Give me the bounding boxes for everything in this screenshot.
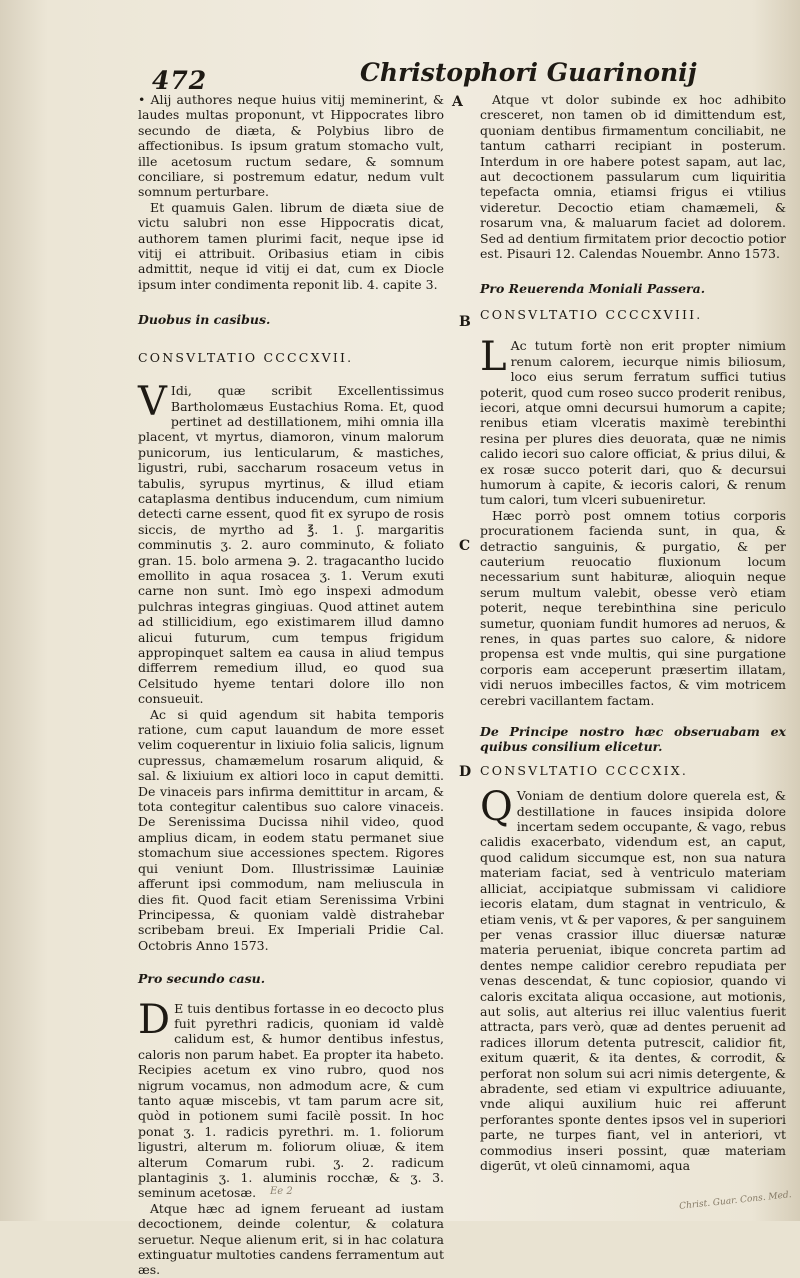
consultatio-417-title: CONSVLTATIO CCCCXVII. — [138, 349, 354, 365]
margin-letter-d: D — [459, 764, 472, 780]
section-heading-duobus: Duobus in casibus. — [138, 312, 271, 328]
consultatio-419-text-1: Voniam de dentium dolore querela est, & destillatione in fauces insipida dolore incertam sedem occupante, & vago, rebus calidis exacerbato, videndum est, an caput, quod calidum siccumque est, non sua natura materiam faciat, sed à ventriculo materiam alliciat, accipiatque submissam vi calidiore iecoris elatam, dum stagnat in ventriculo, & etiam venis, vt & per vapores, & per sanguinem per venas crassior illuc diuersæ naturæ materia perueniat, ibique concreta partim ad dentes nempe calidior cerebro repudiata per venas descendat, & tunc copiosior, quando vi caloris excitata aliqua occasione, aut motionis, aut solis, aut alterius rei illuc valentius fuerit attracta, pars verò, quæ ad dentes peruenit ad radices illorum detenta putrescit, calidior fit, exitum quærit, & ita dentes, & corrodit, & perforat non solum sui acri nimis detergente, & abradente, sed etiam vi expultrice adiuuante, vnde aliqui auxilium huic rei afferunt perforantes sponte dentes ipsos vel in superiori parte, ne turpes fiant, vel in anteriori, vt commodius inseri possint, quæ materiam digerūt, vt oleū cinnamomi, aqua — [480, 788, 786, 1173]
consultatio-418-paragraph-1 — [480, 334, 786, 508]
secundo-casu-paragraph-1 — [138, 996, 444, 1201]
secundo-casu-text-1: E tuis dentibus fortasse in eo decocto plus fuit pyrethri radicis, quoniam id valdè calidum est, & humor dentibus infestus, caloris non parum habet. Ea propter ita habeto. Recipies acetum ex vino rubro, quod nos nigrum vocamus, non admodum acre, & cum tanto aquæ miscebis, vt tam parum acre sit, quòd in potionem sumi facilè possit. In hoc ponat ʒ. 1. radicis pyrethri. m. 1. foliorum ligustri, alterum m. foliorum oliuæ, & item alterum Comarum rubi. ʒ. 2. radicum plantaginis ʒ. 1. aluminis rocchæ, & ʒ. 3. seminum acetosæ. — [138, 1000, 444, 1201]
library-stamp: Christ. Guar. Cons. Med. — [678, 1190, 793, 1212]
section-heading-secundo-casu: Pro secundo casu. — [138, 971, 266, 987]
drop-cap-v: V — [138, 379, 167, 426]
signature-mark: Ee 2 — [270, 1186, 293, 1197]
margin-letter-a: A — [452, 94, 463, 110]
right-intro-paragraph: Atque vt dolor subinde ex hoc adhibito cresceret, non tamen ob id dimittendum est, quoniam dentibus firmamentum conciliabit, ne tantum catharri recipiant in posterum. Interdum in ore habere potest sapam, aut lac, aut decoctionem passularum cum liquiritia tepefacta omnia, etiamsi frigus ei vtilius videretur. Decoctio etiam chamæmeli, & rosarum vna, & maluarum faciet ad dolorem. Sed ad dentium firmitatem prior decoctio potior est. Pisauri 12. Calendas Nouembr. Anno 1573. — [480, 92, 786, 262]
margin-letter-b: B — [459, 314, 471, 330]
left-intro-paragraph-2: Et quamuis Galen. librum de diæta siue de victu salubri non esse Hippocratis dicat, authorem tamen plurimi facit, neque ipse id vitij ei attribuit. Oribasius etiam in cibis admittit, neque id vitij ei dat, cum ex Diocle ipsum inter condimenta reponit lib. 4. capite 3. — [138, 199, 444, 292]
consultatio-417-paragraph-1 — [138, 379, 444, 707]
section-heading-moniali-passera: Pro Reuerenda Moniali Passera. — [480, 281, 706, 297]
consultatio-417-text-1: Idi, quæ scribit Excellentissimus Bartholomæus Eustachius Roma. Et, quod pertinet ad destillationem, mihi omnia illa placent, vt myrtus, diamoron, vinum malorum punicorum, ius lenticularum, & mastiches, ligustri, rubi, saccharum rosaceum vetus in tabulis, syrupus myrtinus, & illud etiam cataplasma dentibus inducendum, cum nimium detecti carne essent, quod fit ex syrupo de rosis siccis, de myrtho ad ℥. 1. ʃ. margaritis comminutis ʒ. 2. auro comminuto, & foliato gran. 15. bolo armena ℈. 2. tragacantho lucido emollito in aqua rosacea ʒ. 1. Verum exuti carne non sunt. Imò ego inspexi admodum pulchras integras gingiuas. Quod attinet autem ad stillicidium, ego existimarem illud damno alicui futurum, cum tempus frigidum appropinquet saltem ea causa in aliud tempus differrem remedium illud, eo quod sua Celsitudo hyeme tentari dolore illo non consueuit. — [138, 383, 444, 707]
right-column — [480, 92, 786, 1173]
consultatio-418-title: CONSVLTATIO CCCCXVIII. — [480, 306, 703, 322]
margin-letter-c: C — [459, 538, 471, 554]
consultatio-418-paragraph-2: Hæc porrò post omnem totius corporis procurationem facienda sunt, in qua, & detractio sanguinis, & purgatio, & per cauterium reuocatio fluxionum locum necessarium sunt habituræ, alioquin neque serum multum valebit, obesse verò etiam poterit, neque terebinthina sine periculo sumetur, quoniam fundit humores ad neruos, & renes, in quas partes suo calore, & nidore propensa est vnde multis, qui sine purgatione corporis eam acceperunt præsertim illatam, vidi neruos imbecilles factos, & vim motricem cerebri vacillantem factam. — [480, 507, 786, 708]
consultatio-417-paragraph-2: Ac si quid agendum sit habita temporis ratione, cum caput lauandum de more esset velim coquerentur in lixiuio folia salicis, lignum cupressus, chamæmelum rosarum aliquid, & sal. & lixiuium ex altiori loco in caput demitti. De vinaceis pars infirma demittitur in arcam, & tota contegitur calentibus suo calore vinaceis. De Serenissima Ducissa nihil video, quod amplius dicam, in eodem statu permanet siue stomachum siue accessiones spectem. Rigores qui veniunt Dom. Illustrissimæ Lauiniæ afferunt ipsi commodum, nam meliuscula in dies fit. Quod facit etiam Serenissima Vrbini Principessa, & quoniam valdè distrahebar scribebam breui. Ex Imperiali Pridie Cal. Octobris Anno 1573. — [138, 706, 444, 953]
consultatio-419-title: CONSVLTATIO CCCCXIX. — [480, 762, 689, 778]
drop-cap-d: D — [138, 996, 171, 1043]
drop-cap-q: Q — [480, 784, 513, 831]
section-heading-de-principe: De Principe nostro hæc obseruabam ex quibus consilium elicetur. — [480, 724, 786, 755]
page-number: 472 — [152, 66, 208, 95]
consultatio-419-paragraph-1 — [480, 784, 786, 1173]
left-column — [138, 92, 444, 1278]
left-intro-paragraph-1: • Alij authores neque huius vitij meminerint, & laudes multas proponunt, vt Hippocrates libro secundo de diæta, & Polybius libro de affectionibus. Is ipsum gratum stomacho vult, ille acetosum ructum sedare, & somnum conciliare, si postremum edatur, nedum vult somnum perturbare. — [138, 92, 444, 200]
running-head: Christophori Guarinonij — [360, 58, 697, 87]
consultatio-418-text-1: Ac tutum fortè non erit propter nimium renum calorem, iecurque nimis biliosum, loco eius serum ferratum suffici tutius poterit, quod cum roseo succo proderit renibus, iecori, atque omni decursui humorum a capite; renibus etiam vlceratis maximè terebinthi resina per plures dies deuorata, quæ ne nimis calido iecori suo calore officiat, & prius dilui, & ex rosæ succo poterit dari, quo & decursui humorum à capite, & iecoris calori, & renum tum calori, tum vlceri subueniretur. — [480, 338, 786, 508]
secundo-casu-paragraph-2: Atque hæc ad ignem ferueant ad iustam decoctionem, deinde colentur, & colatura seruetur. Neque alienum erit, si in hac colatura extinguatur multoties candens ferramentum aut æs. — [138, 1200, 444, 1278]
drop-cap-l: L — [480, 334, 507, 381]
